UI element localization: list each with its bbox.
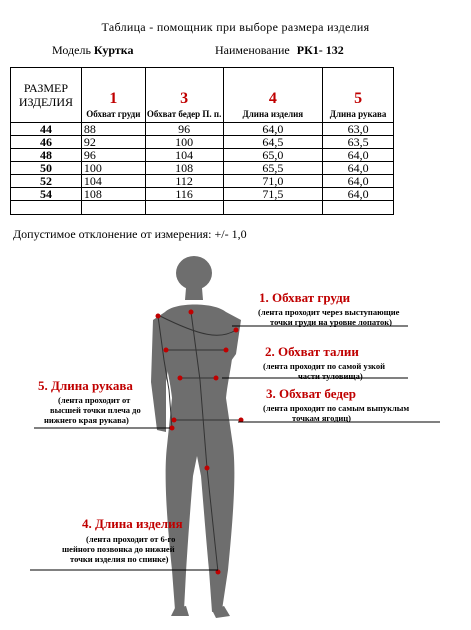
bust-measure-desc-1: (лента проходит через выступающие	[258, 307, 400, 317]
cell-sleeve: 64,0	[323, 149, 394, 162]
cell-length: 64,0	[223, 123, 323, 136]
cell-sleeve: 64,0	[323, 162, 394, 175]
table-header-row	[11, 68, 394, 123]
column-number: 4	[268, 90, 277, 107]
column-number: 1	[109, 90, 118, 107]
cell-length: 64,5	[223, 136, 323, 149]
cell-size: 44	[11, 123, 82, 136]
length-measure-label: 4. Длина изделия	[82, 516, 183, 531]
table-row	[11, 188, 394, 201]
cell-length: 65,5	[223, 162, 323, 175]
bust-measure-desc-2: точки груди на уровне лопаток)	[270, 317, 392, 327]
cell-size: 54	[11, 188, 82, 201]
cell-hips: 112	[145, 175, 223, 188]
column-label: Длина рукава	[329, 109, 387, 119]
column-header-length	[223, 68, 323, 123]
cell-length: 65,0	[223, 149, 323, 162]
waist-measure-desc-2: части туловища)	[298, 371, 363, 381]
cell-sleeve: 63,5	[323, 136, 394, 149]
name-value: РК1- 132	[296, 43, 344, 57]
length-measure-desc-3: точки изделия по спинке)	[70, 554, 169, 564]
bust-measure-label: 1. Обхват груди	[259, 290, 351, 305]
cell-length: 71,0	[223, 175, 323, 188]
cell-bust: 108	[81, 188, 145, 201]
model-label: Модель	[52, 43, 91, 57]
column-header-size: РАЗМЕР ИЗДЕЛИЯ	[11, 68, 82, 123]
cell-bust: 88	[81, 123, 145, 136]
tolerance-note: Допустимое отклонение от измерения: +/- 1,0	[13, 227, 247, 241]
cell-bust: 96	[81, 149, 145, 162]
table-row-empty	[11, 201, 394, 215]
cell-size: 46	[11, 136, 82, 149]
name-label: Наименование	[215, 43, 290, 57]
waist-measure-label: 2. Обхват талии	[265, 344, 359, 359]
sleeve-measure-desc-3: нижнего края рукава)	[44, 415, 129, 425]
size-table	[10, 67, 394, 215]
cell-sleeve: 64,0	[323, 175, 394, 188]
table-row	[11, 123, 394, 136]
length-measure-desc-1: (лента проходит от 6-го	[86, 534, 176, 544]
cell-hips: 116	[145, 188, 223, 201]
name-field	[215, 43, 344, 58]
cell-empty	[81, 201, 145, 215]
column-header-bust	[81, 68, 145, 123]
cell-hips: 104	[145, 149, 223, 162]
cell-bust: 92	[81, 136, 145, 149]
hips-measure-desc-2: точкам ягодиц)	[292, 413, 351, 423]
column-label: Обхват груди	[86, 109, 141, 119]
hips-measure-desc-1: (лента проходит по самым выпуклым	[263, 403, 410, 413]
cell-bust: 100	[81, 162, 145, 175]
column-number: 5	[354, 90, 363, 107]
cell-size: 50	[11, 162, 82, 175]
column-label: Длина изделия	[242, 109, 304, 119]
cell-sleeve: 63,0	[323, 123, 394, 136]
model-field	[52, 43, 133, 58]
cell-empty	[223, 201, 323, 215]
cell-sleeve: 64,0	[323, 188, 394, 201]
hips-measure-label: 3. Обхват бедер	[266, 386, 356, 401]
cell-hips: 96	[145, 123, 223, 136]
column-header-sleeve	[323, 68, 394, 123]
table-row	[11, 175, 394, 188]
sleeve-measure-label: 5. Длина рукава	[38, 378, 133, 393]
length-measure-desc-2: шейного позвонка до нижней	[62, 544, 175, 554]
page-title: Таблица - помощник при выборе размера изделия	[101, 20, 370, 34]
table-row	[11, 136, 394, 149]
table-row	[11, 149, 394, 162]
table-row	[11, 162, 394, 175]
model-value: Куртка	[93, 43, 134, 57]
cell-empty	[145, 201, 223, 215]
cell-hips: 100	[145, 136, 223, 149]
measurement-diagram	[0, 250, 471, 630]
column-header-hips	[145, 68, 223, 123]
waist-measure-desc-1: (лента проходит по самой узкой	[263, 361, 385, 371]
cell-size: 48	[11, 149, 82, 162]
cell-length: 71,5	[223, 188, 323, 201]
column-number: 3	[180, 90, 189, 107]
cell-bust: 104	[81, 175, 145, 188]
cell-empty	[11, 201, 82, 215]
cell-hips: 108	[145, 162, 223, 175]
column-label: Обхват бедер П. п.	[146, 109, 222, 119]
sleeve-measure-desc-2: высшей точки плеча до	[50, 405, 141, 415]
sleeve-measure-desc-1: (лента проходит от	[58, 395, 131, 405]
cell-size: 52	[11, 175, 82, 188]
cell-empty	[323, 201, 394, 215]
